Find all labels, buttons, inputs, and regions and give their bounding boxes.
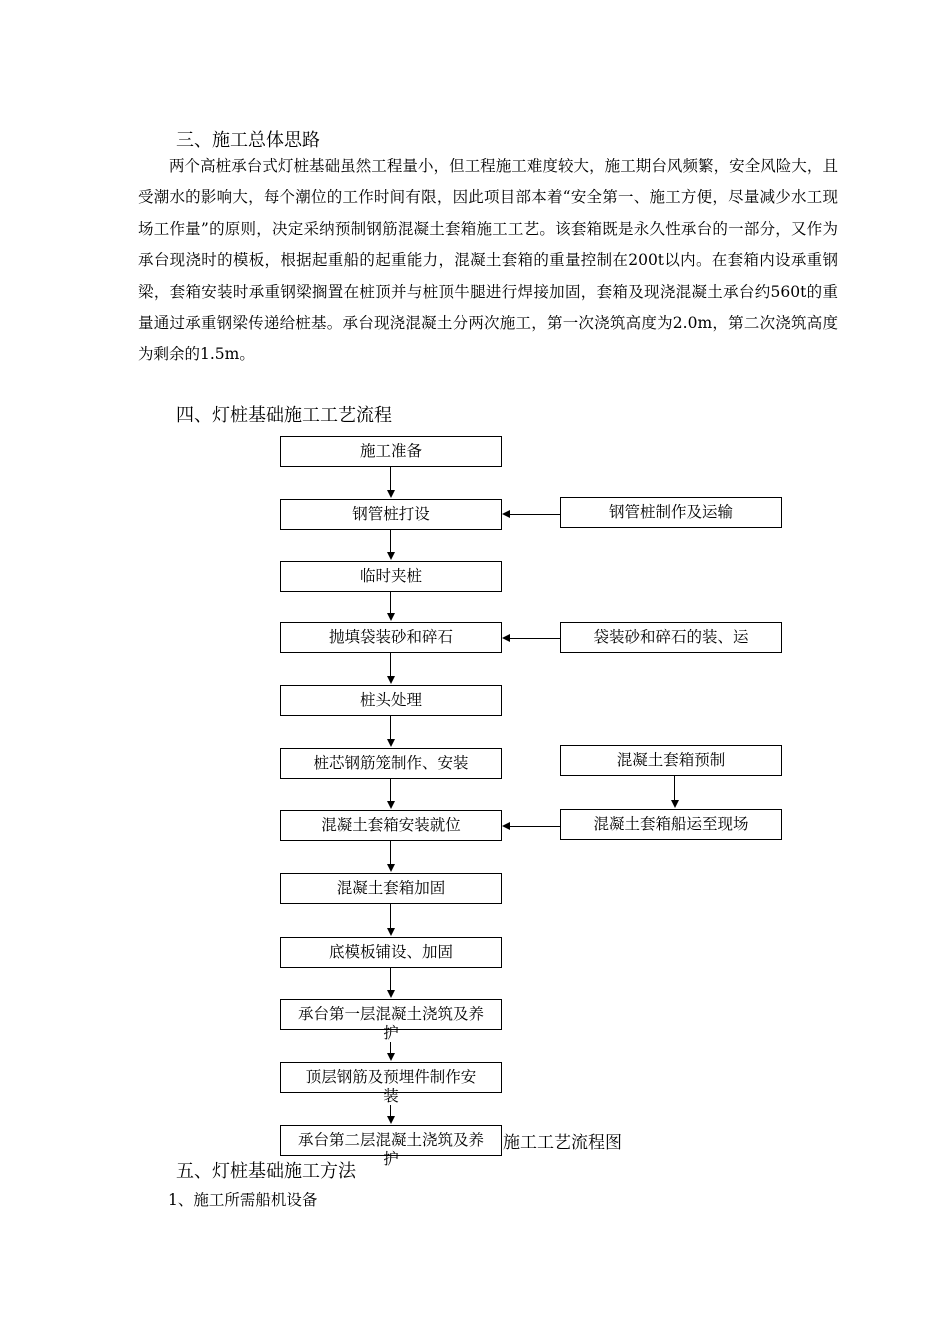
arrow-down-icon xyxy=(387,928,395,936)
flow-step-9: 底模板铺设、加固 xyxy=(280,937,502,968)
arrow-down-icon xyxy=(387,1116,395,1124)
connector-side-1 xyxy=(510,514,560,515)
flow-step-10: 承台第一层混凝土浇筑及养 护 xyxy=(280,999,502,1030)
connector-5-6 xyxy=(390,716,391,740)
connector-side-4 xyxy=(510,826,560,827)
connector-9-10 xyxy=(390,968,391,991)
section-5-heading: 五、灯桩基础施工方法 xyxy=(176,1161,356,1182)
side-step-1: 钢管桩制作及运输 xyxy=(560,497,782,528)
side-step-2: 袋装砂和碎石的装、运 xyxy=(560,622,782,653)
flow-step-3: 临时夹桩 xyxy=(280,561,502,592)
flow-step-10-wrap: 护 xyxy=(383,1024,399,1042)
flow-step-7: 混凝土套箱安装就位 xyxy=(280,810,502,841)
connector-side-3-4 xyxy=(674,776,675,801)
arrow-down-icon xyxy=(671,800,679,808)
arrow-left-icon xyxy=(502,822,510,830)
arrow-down-icon xyxy=(387,676,395,684)
flow-step-8: 混凝土套箱加固 xyxy=(280,873,502,904)
arrow-down-icon xyxy=(387,801,395,809)
flowchart-caption: 施工工艺流程图 xyxy=(503,1133,622,1153)
flow-step-11-wrap: 装 xyxy=(383,1087,399,1105)
side-step-3: 混凝土套箱预制 xyxy=(560,745,782,776)
arrow-down-icon xyxy=(387,990,395,998)
flow-step-1: 施工准备 xyxy=(280,436,502,467)
connector-4-5 xyxy=(390,653,391,677)
connector-8-9 xyxy=(390,904,391,929)
connector-3-4 xyxy=(390,592,391,614)
section-4-heading: 四、灯桩基础施工工艺流程 xyxy=(176,405,392,426)
arrow-left-icon xyxy=(502,510,510,518)
arrow-down-icon xyxy=(387,552,395,560)
connector-7-8 xyxy=(390,841,391,865)
side-step-4: 混凝土套箱船运至现场 xyxy=(560,809,782,840)
connector-side-2 xyxy=(510,638,560,639)
section-5-subheading: 1、施工所需船机设备 xyxy=(168,1191,318,1209)
arrow-down-icon xyxy=(387,490,395,498)
flow-step-11: 顶层钢筋及预埋件制作安 装 xyxy=(280,1062,502,1093)
connector-2-3 xyxy=(390,530,391,553)
section-3-paragraph: 两个高桩承台式灯桩基础虽然工程量小，但工程施工难度较大，施工期台风频繁，安全风险大，且受潮水的影响大，每个潮位的工作时间有限，因此项目部本着“安全第一、施工方便，尽量减少水工现场工作量”的原则，决定采纳预制钢筋混凝土套箱施工工艺。该套箱既是永久性承台的一部分，又作为承台现浇时的模板，根据起重船的起重能力，混凝土套箱的重量控制在200t以内。在套箱内设承重钢梁，套箱安装时承重钢梁搁置在桩顶并与桩顶牛腿进行焊接加固，套箱及现浇混凝土承台约560t的重量通过承重钢梁传递给桩基。承台现浇混凝土分两次施工，第一次浇筑高度为2.0m，第二次浇筑高度为剩余的1.5m。 xyxy=(138,157,838,364)
flow-step-12: 承台第二层混凝土浇筑及养 护 xyxy=(280,1125,502,1156)
flow-step-2: 钢管桩打设 xyxy=(280,499,502,530)
flow-step-4: 抛填袋装砂和碎石 xyxy=(280,622,502,653)
section-3-heading: 三、施工总体思路 xyxy=(176,130,320,151)
arrow-down-icon xyxy=(387,613,395,621)
arrow-down-icon xyxy=(387,1053,395,1061)
connector-6-7 xyxy=(390,779,391,802)
arrow-left-icon xyxy=(502,634,510,642)
arrow-down-icon xyxy=(387,864,395,872)
flow-step-12-wrap: 护 xyxy=(383,1150,399,1168)
arrow-down-icon xyxy=(387,739,395,747)
connector-1-2 xyxy=(390,467,391,491)
flow-step-5: 桩头处理 xyxy=(280,685,502,716)
flow-step-6: 桩芯钢筋笼制作、安装 xyxy=(280,748,502,779)
